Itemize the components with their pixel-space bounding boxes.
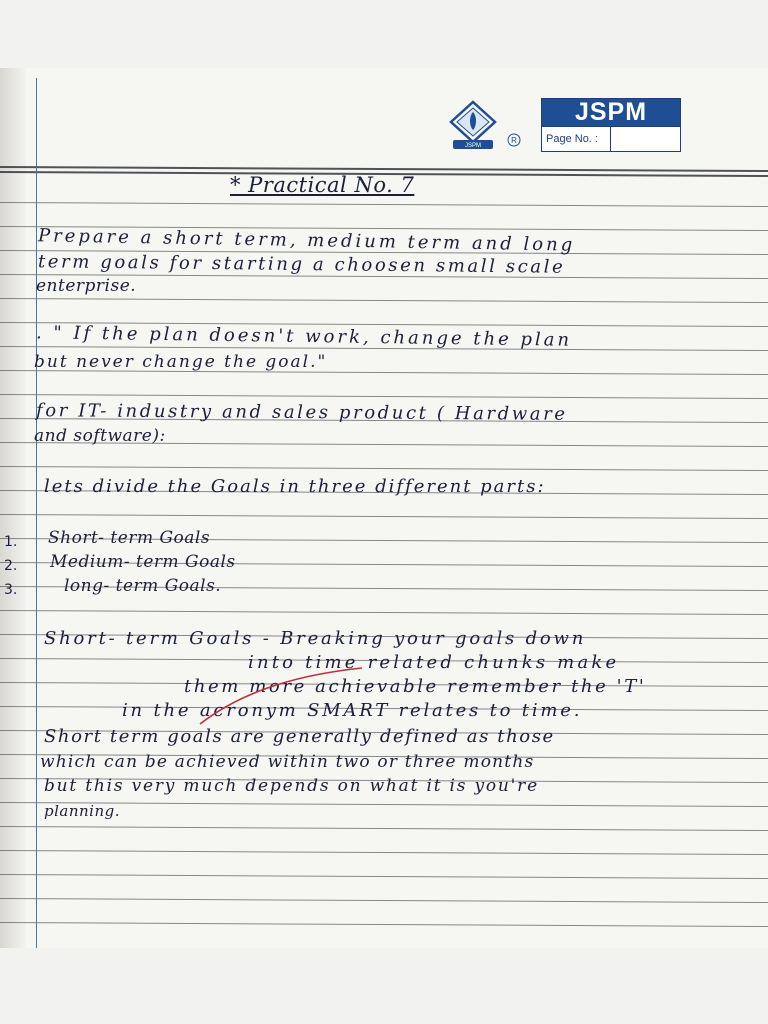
- margin-line: [36, 78, 37, 948]
- list-item: Medium- term Goals: [50, 552, 236, 572]
- ruled-line: [0, 298, 768, 303]
- ruled-line: [0, 850, 768, 855]
- red-pen-mark: [196, 666, 366, 726]
- ruled-line: [0, 514, 768, 519]
- list-item: Short- term Goals: [48, 528, 211, 548]
- jspm-emblem-icon: [443, 96, 523, 154]
- short-term-line: which can be achieved within two or three months: [40, 752, 535, 772]
- ruled-line: [0, 394, 768, 399]
- ruled-line: [0, 922, 768, 927]
- list-number: 2.: [4, 558, 18, 574]
- page-no-value: [611, 127, 680, 151]
- ruled-line: [0, 826, 768, 831]
- brand-title: JSPM: [542, 99, 680, 126]
- short-term-line: Short- term Goals - Breaking your goals down: [44, 628, 587, 649]
- industry-line: for IT- industry and sales product ( Hardware: [35, 400, 568, 425]
- short-term-line: in the acronym SMART relates to time.: [122, 700, 583, 721]
- short-term-line: Short term goals are generally defined as those: [44, 726, 555, 747]
- page-no-label: Page No. :: [542, 127, 611, 151]
- list-item: long- term Goals.: [64, 576, 222, 596]
- short-term-line: but this very much depends on what it is you're: [44, 776, 539, 796]
- page-number-row: [542, 126, 680, 151]
- industry-line: and software):: [34, 426, 166, 446]
- aim-line: Prepare a short term, medium term and long: [37, 225, 576, 256]
- aim-line: enterprise.: [36, 276, 137, 296]
- ruled-line: [0, 202, 768, 207]
- divide-line: lets divide the Goals in three different parts:: [44, 476, 546, 497]
- jspm-page-box: [541, 98, 681, 152]
- ruled-line: [0, 898, 768, 903]
- short-term-line: into time related chunks make: [248, 652, 620, 673]
- short-term-line: them more achievable remember the 'T': [184, 676, 647, 697]
- ruled-line: [0, 466, 768, 471]
- notebook-page: [0, 68, 768, 948]
- short-term-line: planning.: [44, 802, 120, 820]
- list-number: 3.: [4, 582, 18, 598]
- list-number: 1.: [4, 534, 18, 550]
- aim-line: term goals for starting a choosen small scale: [37, 251, 566, 278]
- quote-line: but never change the goal.": [34, 352, 328, 372]
- ruled-line: [0, 610, 768, 615]
- svg-text:R: R: [511, 136, 517, 145]
- page-title: * Practical No. 7: [230, 173, 415, 197]
- quote-line: . " If the plan doesn't work, change the plan: [35, 322, 573, 351]
- svg-text:JSPM: JSPM: [464, 143, 482, 149]
- ruled-line: [0, 874, 768, 879]
- page-binding-shadow: [0, 68, 26, 948]
